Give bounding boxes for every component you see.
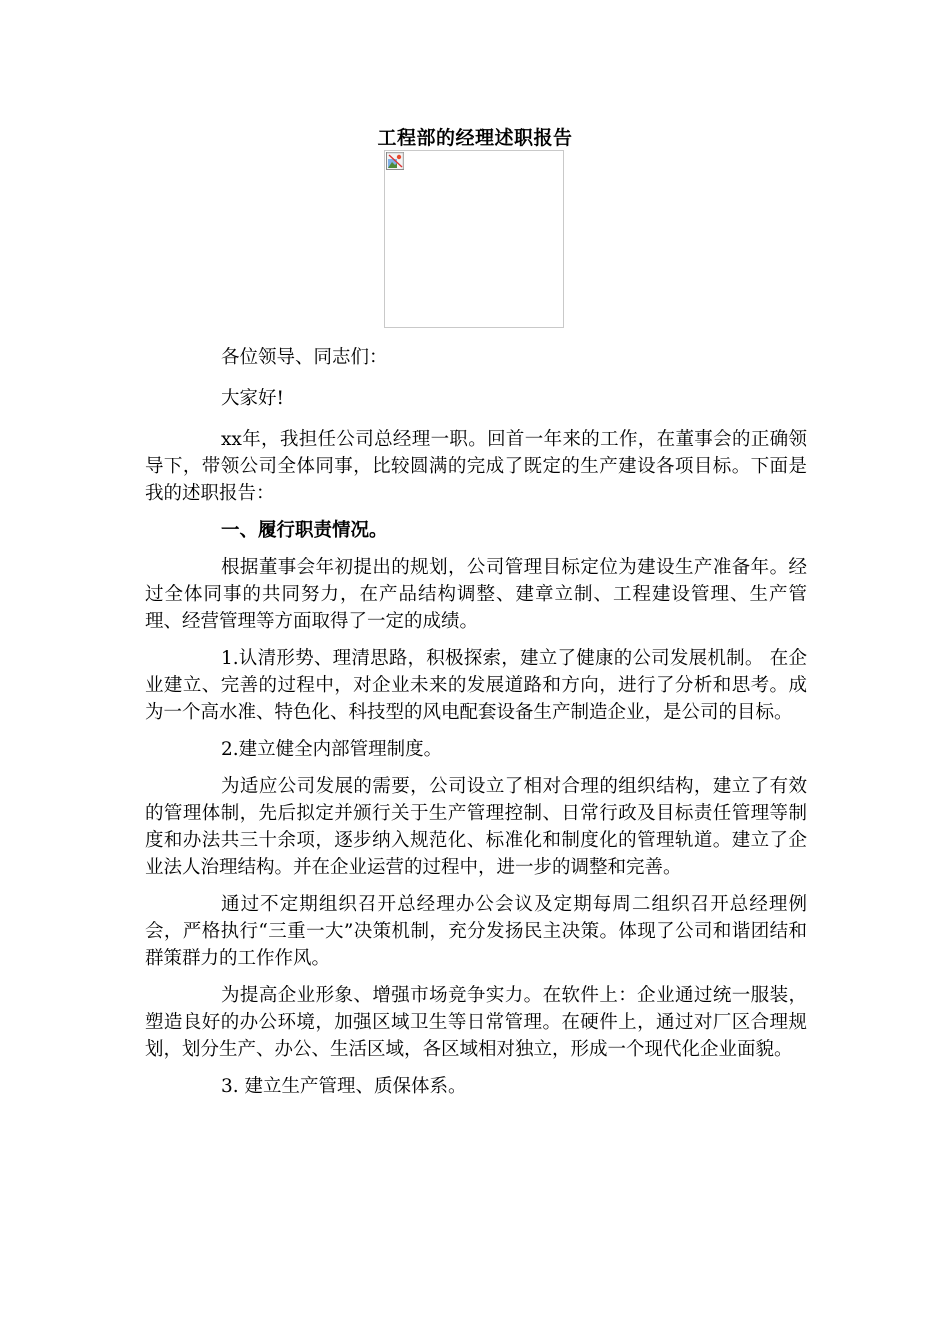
broken-image-icon: [386, 152, 404, 170]
salutation: 各位领导、同志们：: [221, 347, 388, 368]
image-placeholder: [384, 150, 564, 328]
greeting: 大家好!: [221, 388, 284, 409]
document-title: 工程部的经理述职报告: [377, 127, 573, 149]
paragraph: 根据董事会年初提出的规划，公司管理目标定位为建设生产准备年。经过全体同事的共同努力，在产品结构调整、建章立制、工程建设管理、生产管理、经营管理等方面取得了一定的成绩。: [145, 557, 807, 632]
paragraph: 为提高企业形象、增强市场竞争实力。在软件上：企业通过统一服装，塑造良好的办公环境，加强区域卫生等日常管理。在硬件上，通过对厂区合理规划，划分生产、办公、生活区域，各区域相对独立，形成一个现代化企业面貌。: [145, 985, 807, 1060]
paragraph: 3. 建立生产管理、质保体系。: [221, 1076, 467, 1097]
paragraph: 2.建立健全内部管理制度。: [221, 739, 443, 760]
paragraph: 为适应公司发展的需要，公司设立了相对合理的组织结构，建立了有效的管理体制，先后拟定并颁行关于生产管理控制、日常行政及目标责任管理等制度和办法共三十余项，逐步纳入规范化、标准化和制度化的管理轨道。建立了企业法人治理结构。并在企业运营的过程中，进一步的调整和完善。: [145, 776, 807, 878]
paragraph: 1.认清形势、理清思路，积极探索，建立了健康的公司发展机制。 在企业建立、完善的过程中，对企业未来的发展道路和方向，进行了分析和思考。成为一个高水准、特色化、科技型的风电配套设备生产制造企业，是公司的目标。: [145, 648, 807, 723]
paragraph-intro: xx年，我担任公司总经理一职。回首一年来的工作，在董事会的正确领导下，带领公司全体同事，比较圆满的完成了既定的生产建设各项目标。下面是我的述职报告：: [145, 429, 807, 504]
section-heading: 一、履行职责情况。: [221, 520, 388, 541]
document-body: [145, 344, 807, 1110]
paragraph: 通过不定期组织召开总经理办公会议及定期每周二组织召开总经理例会，严格执行“三重一大”决策机制，充分发扬民主决策。体现了公司和谐团结和群策群力的工作作风。: [145, 894, 807, 969]
